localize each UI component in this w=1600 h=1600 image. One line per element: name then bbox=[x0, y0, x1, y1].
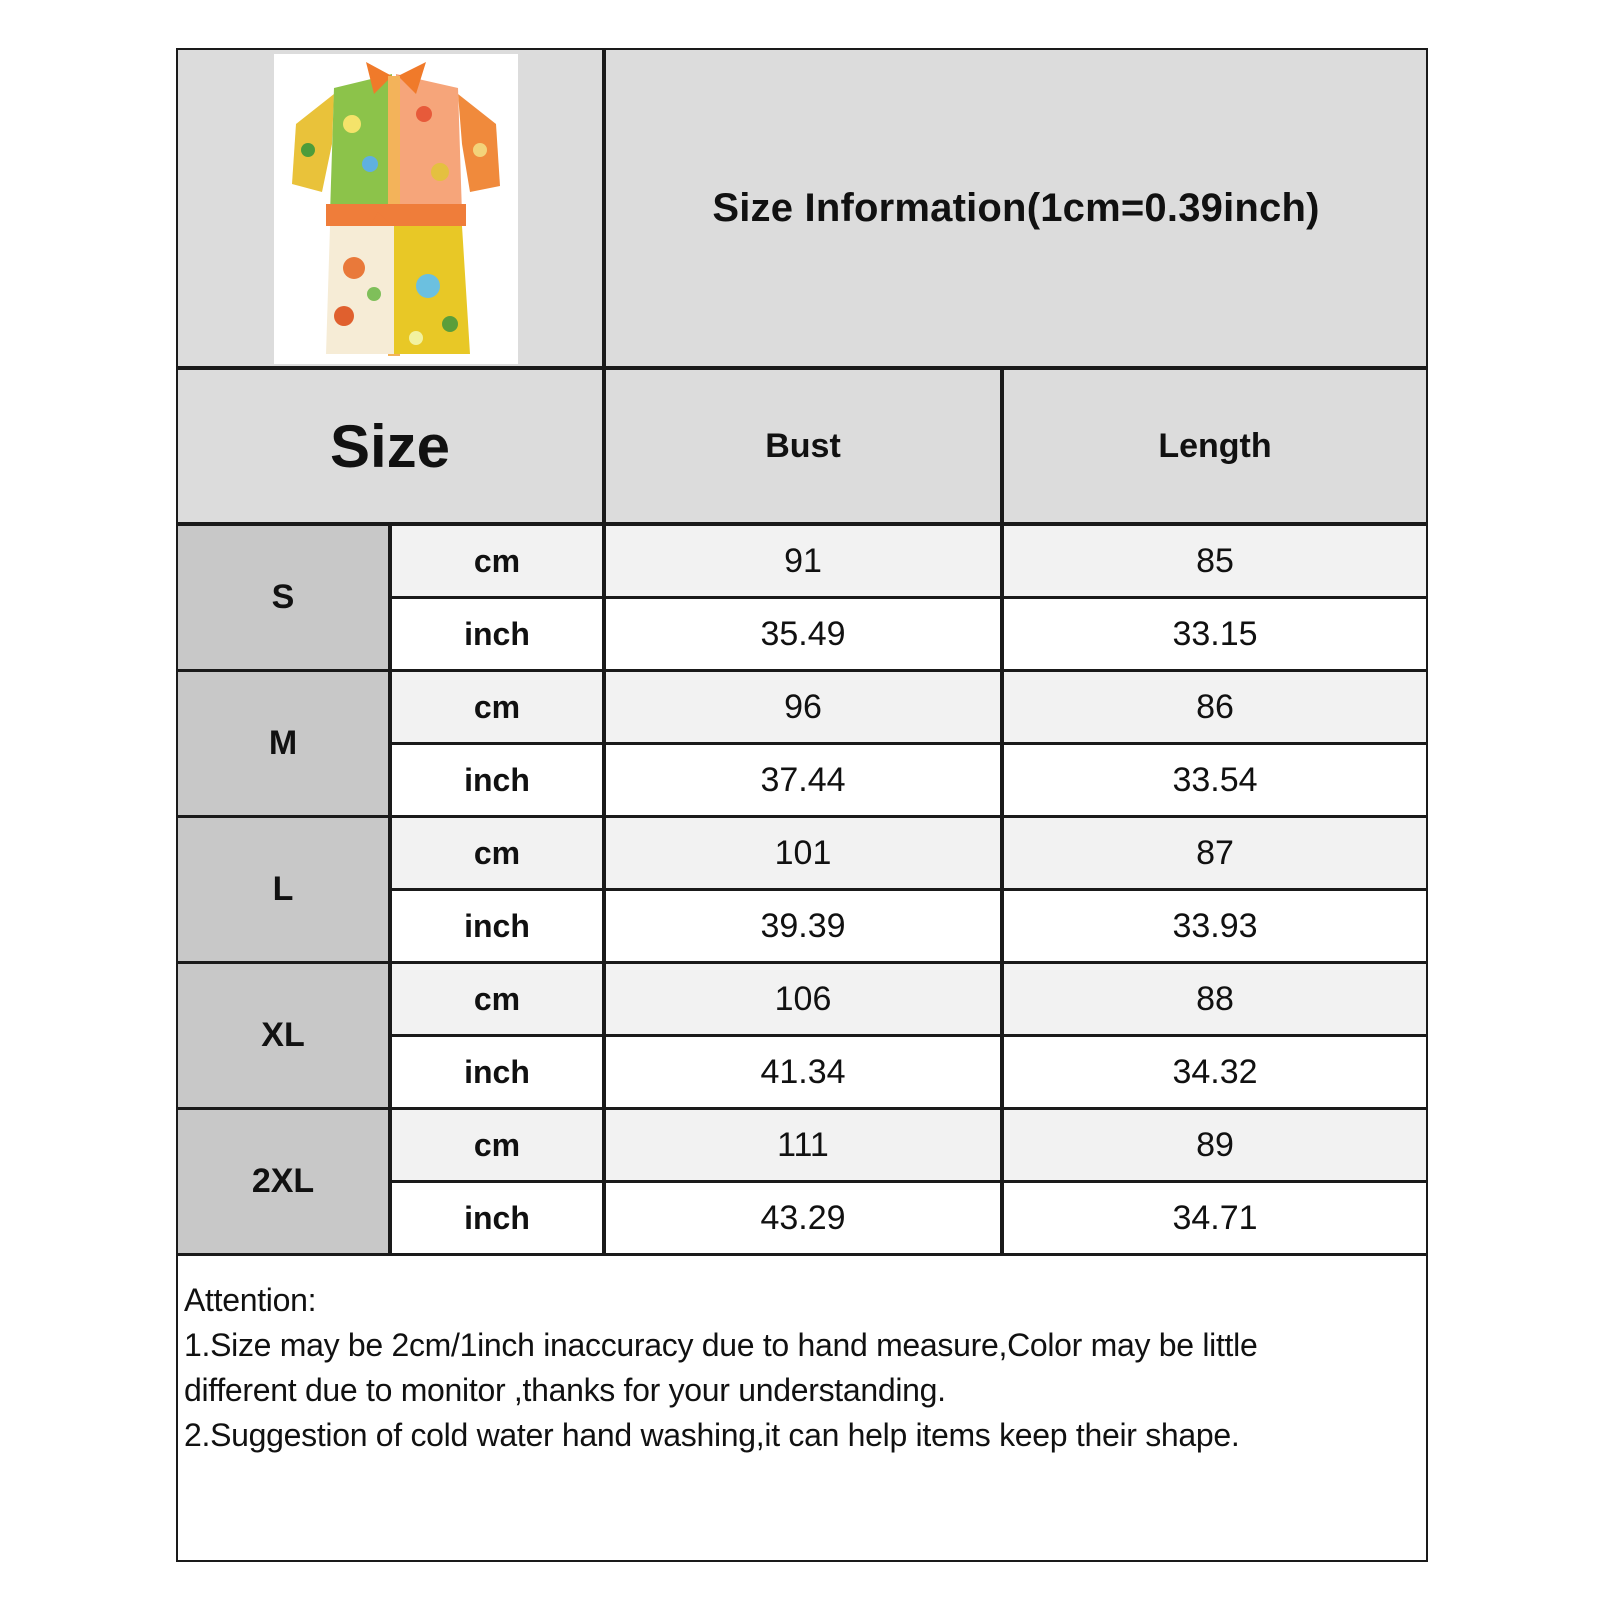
bust-value: 39.39 bbox=[760, 906, 846, 945]
size-cell-xl bbox=[178, 964, 388, 1107]
bust-value: 37.44 bbox=[760, 760, 846, 799]
divider bbox=[392, 742, 1426, 745]
bust-value: 96 bbox=[784, 687, 822, 726]
length-heading-cell bbox=[1004, 370, 1426, 522]
divider bbox=[392, 596, 1426, 599]
unit-label: cm bbox=[473, 834, 521, 871]
divider bbox=[178, 1253, 1426, 1256]
bust-value: 91 bbox=[784, 541, 822, 580]
unit-cell bbox=[392, 599, 602, 669]
length-value-cell bbox=[1004, 599, 1426, 669]
bust-value: 111 bbox=[777, 1125, 829, 1164]
bust-value: 35.49 bbox=[760, 614, 846, 653]
length-value: 34.71 bbox=[1172, 1198, 1258, 1237]
bust-value: 106 bbox=[774, 979, 832, 1018]
length-value: 88 bbox=[1196, 979, 1234, 1018]
size-cell-m bbox=[178, 672, 388, 815]
length-value: 33.15 bbox=[1172, 614, 1258, 653]
size-cell-2xl bbox=[178, 1110, 388, 1253]
length-value: 89 bbox=[1196, 1125, 1234, 1164]
length-heading: Length bbox=[1158, 426, 1272, 465]
size-label: L bbox=[272, 870, 294, 908]
unit-cell bbox=[392, 1110, 602, 1180]
size-cell-s bbox=[178, 526, 388, 669]
bust-value-cell bbox=[606, 964, 1000, 1034]
bust-heading-cell bbox=[606, 370, 1000, 522]
divider bbox=[392, 1034, 1426, 1037]
length-value: 33.54 bbox=[1172, 760, 1258, 799]
bust-value-cell bbox=[606, 526, 1000, 596]
bust-value-cell bbox=[606, 1183, 1000, 1253]
divider bbox=[178, 815, 1426, 818]
length-value: 85 bbox=[1196, 541, 1234, 580]
divider bbox=[178, 1107, 1426, 1110]
bust-value-cell bbox=[606, 818, 1000, 888]
unit-label: inch bbox=[464, 615, 530, 652]
length-value-cell bbox=[1004, 1110, 1426, 1180]
unit-cell bbox=[392, 891, 602, 961]
product-photo bbox=[274, 54, 518, 364]
divider bbox=[392, 1180, 1426, 1183]
bust-value-cell bbox=[606, 1110, 1000, 1180]
size-info-title: Size Information(1cm=0.39inch) bbox=[712, 185, 1320, 230]
size-label: S bbox=[271, 578, 295, 616]
size-cell-l bbox=[178, 818, 388, 961]
bust-value-cell bbox=[606, 672, 1000, 742]
notes-heading: Attention: bbox=[184, 1282, 317, 1318]
bust-value: 41.34 bbox=[760, 1052, 846, 1091]
floral-shirt-dress-image bbox=[274, 54, 518, 364]
divider bbox=[392, 888, 1426, 891]
divider bbox=[178, 669, 1426, 672]
image-cell bbox=[178, 50, 602, 366]
unit-cell bbox=[392, 672, 602, 742]
unit-label: cm bbox=[473, 1126, 521, 1163]
bust-heading: Bust bbox=[765, 426, 841, 465]
unit-label: inch bbox=[464, 907, 530, 944]
bust-value: 101 bbox=[774, 833, 832, 872]
bust-value-cell bbox=[606, 891, 1000, 961]
length-value-cell bbox=[1004, 672, 1426, 742]
size-heading: Size bbox=[329, 412, 451, 480]
unit-label: inch bbox=[464, 1053, 530, 1090]
title-cell bbox=[606, 50, 1426, 366]
length-value-cell bbox=[1004, 1183, 1426, 1253]
length-value-cell bbox=[1004, 964, 1426, 1034]
size-label: XL bbox=[261, 1016, 305, 1054]
bust-value: 43.29 bbox=[760, 1198, 846, 1237]
length-value-cell bbox=[1004, 745, 1426, 815]
unit-label: cm bbox=[473, 980, 521, 1017]
unit-cell bbox=[392, 745, 602, 815]
unit-cell bbox=[392, 964, 602, 1034]
length-value-cell bbox=[1004, 526, 1426, 596]
unit-cell bbox=[392, 1183, 602, 1253]
divider bbox=[178, 961, 1426, 964]
length-value-cell bbox=[1004, 891, 1426, 961]
attention-notes bbox=[184, 1278, 1414, 1458]
unit-label: inch bbox=[464, 761, 530, 798]
bust-value-cell bbox=[606, 1037, 1000, 1107]
unit-cell bbox=[392, 526, 602, 596]
size-label: 2XL bbox=[251, 1162, 315, 1200]
bust-value-cell bbox=[606, 745, 1000, 815]
size-label: M bbox=[268, 724, 298, 762]
length-value-cell bbox=[1004, 818, 1426, 888]
length-value: 86 bbox=[1196, 687, 1234, 726]
unit-label: inch bbox=[464, 1199, 530, 1236]
unit-label: cm bbox=[473, 688, 521, 725]
length-value: 34.32 bbox=[1172, 1052, 1258, 1091]
notes-line: 2.Suggestion of cold water hand washing,it can help items keep their shape. bbox=[184, 1417, 1240, 1453]
length-value: 87 bbox=[1196, 833, 1234, 872]
bust-value-cell bbox=[606, 599, 1000, 669]
length-value: 33.93 bbox=[1172, 906, 1258, 945]
size-heading-cell bbox=[178, 370, 602, 522]
unit-cell bbox=[392, 818, 602, 888]
notes-line: different due to monitor ,thanks for your understanding. bbox=[184, 1372, 946, 1408]
notes-line: 1.Size may be 2cm/1inch inaccuracy due to hand measure,Color may be little bbox=[184, 1327, 1258, 1363]
unit-cell bbox=[392, 1037, 602, 1107]
size-chart bbox=[176, 48, 1428, 1562]
unit-label: cm bbox=[473, 542, 521, 579]
length-value-cell bbox=[1004, 1037, 1426, 1107]
